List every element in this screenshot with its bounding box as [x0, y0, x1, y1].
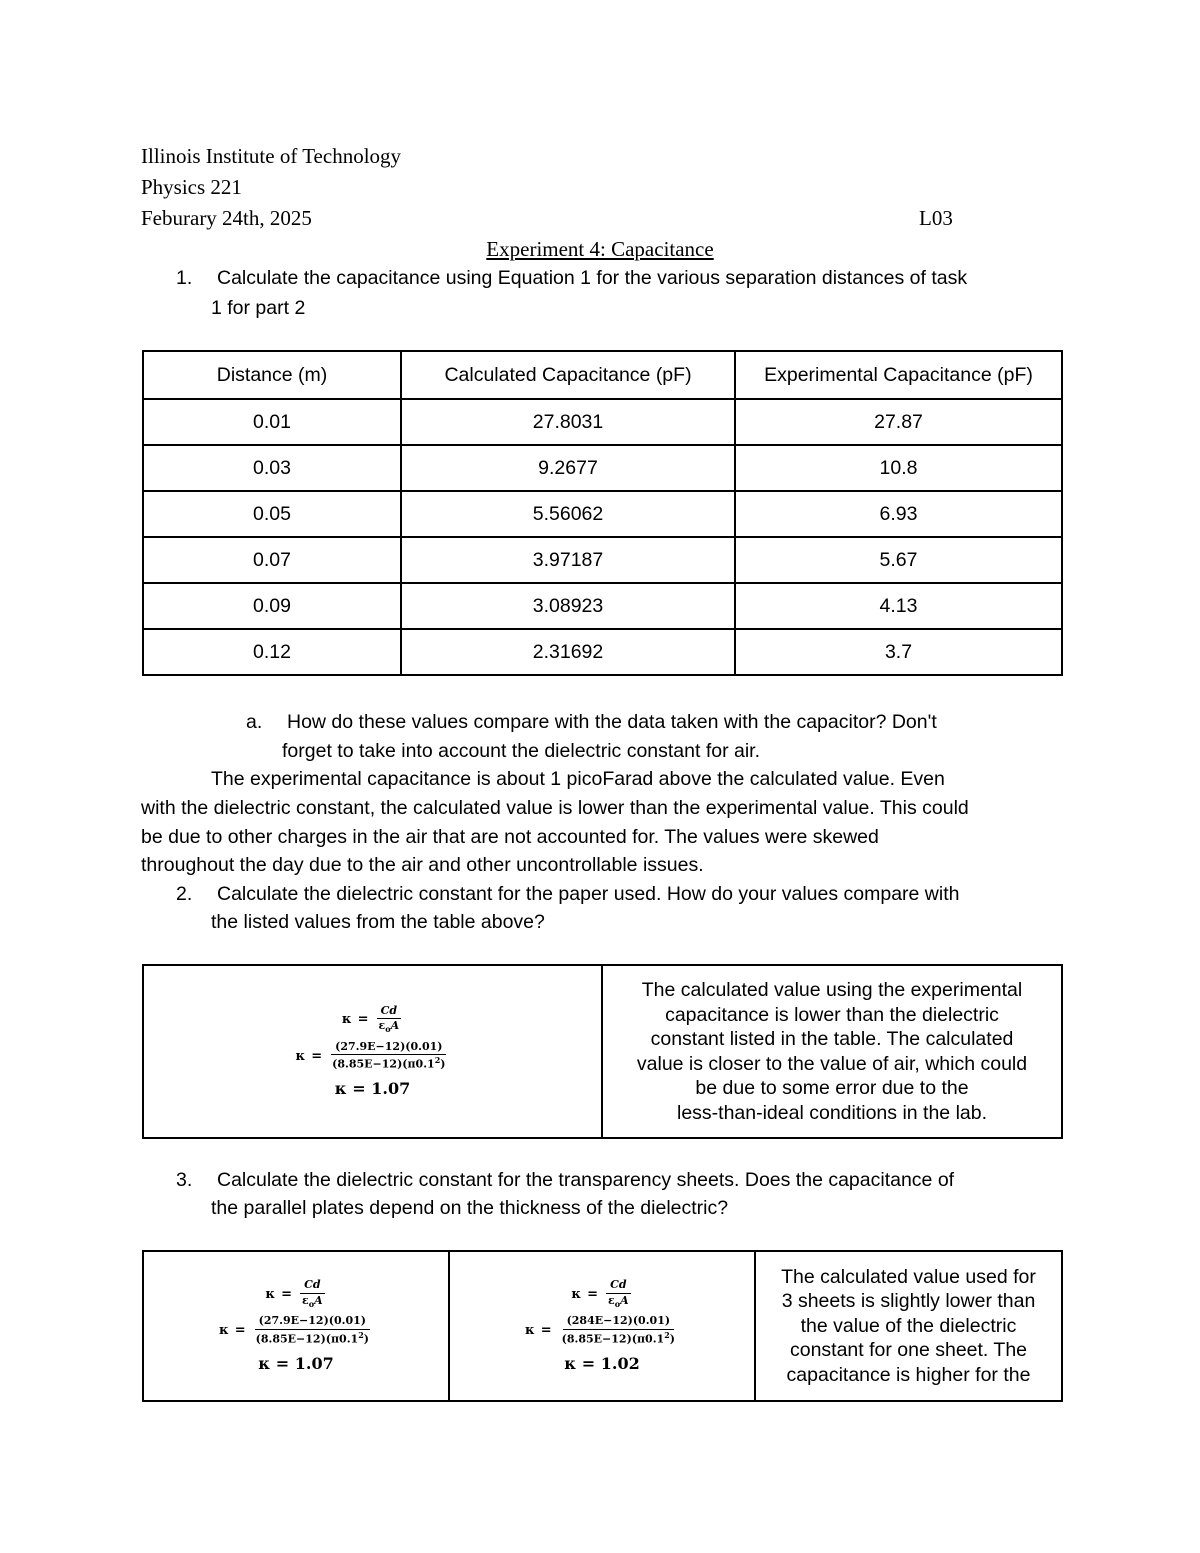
kappa-symbol: κ [295, 1048, 306, 1064]
fraction-denominator [558, 1330, 679, 1346]
cell-experimental: 4.13 [735, 583, 1062, 629]
text-line: constant for one sheet. The [789, 1339, 1028, 1362]
cell-calculated: 27.8031 [401, 399, 735, 445]
text-line: The calculated value using the experimental [641, 979, 1023, 1001]
cell-calculated: 2.31692 [401, 629, 735, 675]
cell-calculated: 3.97187 [401, 537, 735, 583]
qa-line2: forget to take into account the dielectric constant for air. [282, 740, 761, 762]
kappa-symbol: κ [341, 1012, 352, 1028]
formula-line [571, 1279, 632, 1309]
general-fraction [604, 1279, 633, 1309]
table-header-row [143, 351, 1062, 399]
cell-experimental: 3.7 [735, 629, 1062, 675]
area-symbol: A [314, 1293, 323, 1307]
course-name: Physics 221 [141, 175, 242, 199]
substitution-line [525, 1315, 679, 1346]
fraction-numerator: Cd [300, 1279, 324, 1294]
fraction-denominator [375, 1019, 404, 1034]
result-line: κ = 1.07 [258, 1353, 334, 1373]
result-line: κ = 1.02 [564, 1353, 640, 1373]
text-line: capacitance is lower than the dielectric [665, 1003, 999, 1026]
qa-line1: How do these values compare with the data taken with the capacitor? Don't [287, 711, 937, 733]
cell-calculated: 3.08923 [401, 583, 735, 629]
area-symbol: A [620, 1293, 629, 1307]
equals-sign: = [587, 1286, 599, 1302]
experiment-title: Experiment 4: Capacitance [486, 237, 714, 261]
text-line: be due to some error due to the [695, 1077, 969, 1099]
fraction-numerator: Cd [377, 1005, 401, 1020]
general-fraction [375, 1005, 404, 1035]
answer1-line3: be due to other charges in the air that are not accounted for. The values were skewed [141, 826, 879, 848]
single-sheet-equation-block [144, 1252, 448, 1400]
result-line: κ = 1.07 [334, 1079, 411, 1099]
cell-calculated: 5.56062 [401, 491, 735, 537]
cell-distance: 0.09 [143, 583, 401, 629]
text-line: value is closer to the value of air, which could [636, 1052, 1028, 1075]
cell-experimental: 5.67 [735, 537, 1062, 583]
transparency-dielectric-table [142, 1250, 1063, 1402]
q1-line2: 1 for part 2 [211, 297, 306, 319]
text-line: the value of the dielectric [800, 1314, 1017, 1337]
header-calculated: Calculated Capacitance (pF) [401, 351, 735, 399]
q1-line1: Calculate the capacitance using Equation 1 for the various separation distances of task [217, 267, 968, 289]
paper-text-cell [602, 965, 1062, 1138]
header-distance: Distance (m) [143, 351, 401, 399]
fraction-numerator: (284E−12)(0.01) [563, 1315, 674, 1330]
substitution-fraction [558, 1315, 679, 1346]
section-label: L03 [919, 206, 953, 230]
capacitance-table [142, 350, 1063, 676]
paper-explanation [603, 978, 1061, 1125]
table-row [143, 537, 1062, 583]
q3-line1: Calculate the dielectric constant for the transparency sheets. Does the capacitance of [217, 1169, 955, 1191]
cell-calculated: 9.2677 [401, 445, 735, 491]
q3-number: 3. [176, 1169, 193, 1191]
fraction-numerator: Cd [606, 1279, 630, 1294]
kappa-symbol: κ [265, 1286, 276, 1302]
substitution-fraction [328, 1041, 449, 1072]
fraction-denominator [604, 1294, 633, 1309]
exponent: 2 [434, 1055, 441, 1066]
closing-paren: ) [363, 1332, 369, 1346]
denominator-text: (8.85E−12)(π0.1 [255, 1332, 359, 1346]
equals-sign: = [281, 1286, 293, 1302]
substitution-fraction [252, 1315, 373, 1346]
substitution-line [296, 1041, 450, 1072]
equals-sign: = [540, 1323, 552, 1338]
q1-number: 1. [176, 267, 193, 289]
paper-equation-block [144, 966, 601, 1137]
cell-distance: 0.01 [143, 399, 401, 445]
table-row [143, 965, 1062, 1138]
kappa-symbol: κ [525, 1323, 535, 1338]
denominator-text: (8.85E−12)(π0.1 [332, 1057, 435, 1071]
fraction-denominator [328, 1055, 449, 1071]
text-line: 3 sheets is slightly lower than [781, 1290, 1036, 1313]
cell-experimental: 10.8 [735, 445, 1062, 491]
table-row [143, 399, 1062, 445]
answer1-line2: with the dielectric constant, the calculated value is lower than the experimental value. This could [141, 797, 969, 819]
equals-sign: = [311, 1048, 323, 1064]
cell-distance: 0.12 [143, 629, 401, 675]
epsilon-subscript: o [308, 1298, 315, 1309]
q3-line2: the parallel plates depend on the thickness of the dielectric? [211, 1197, 729, 1219]
fraction-denominator [252, 1330, 373, 1346]
text-line: constant listed in the table. The calculated [650, 1028, 1014, 1050]
q2-line2: the listed values from the table above? [211, 911, 545, 933]
table-row [143, 629, 1062, 675]
formula-line [342, 1005, 403, 1035]
formula-line [265, 1279, 326, 1309]
single-sheet-math-cell [143, 1251, 449, 1401]
table-row [143, 1251, 1062, 1401]
report-date: Feburary 24th, 2025 [141, 206, 312, 230]
answer1-line4: throughout the day due to the air and other uncontrollable issues. [141, 854, 704, 876]
transparency-explanation [756, 1265, 1061, 1388]
q2-line1: Calculate the dielectric constant for the paper used. How do your values compare with [217, 883, 960, 905]
paper-dielectric-table [142, 964, 1063, 1139]
exponent: 2 [664, 1329, 670, 1340]
text-line: The calculated value used for [781, 1265, 1036, 1288]
epsilon-symbol: ε [378, 1019, 386, 1033]
paper-math-cell [143, 965, 602, 1138]
text-line: capacitance is higher for the [786, 1363, 1031, 1386]
substitution-line [219, 1315, 373, 1346]
transparency-text-cell [755, 1251, 1062, 1401]
answer1-line1: The experimental capacitance is about 1 picoFarad above the calculated value. Even [211, 768, 945, 790]
cell-distance: 0.05 [143, 491, 401, 537]
closing-paren: ) [669, 1332, 675, 1346]
kappa-symbol: κ [571, 1286, 582, 1302]
three-sheet-math-cell [449, 1251, 755, 1401]
table-row [143, 583, 1062, 629]
table-row [143, 491, 1062, 537]
fraction-denominator [298, 1294, 327, 1309]
epsilon-subscript: o [614, 1298, 621, 1309]
cell-experimental: 27.87 [735, 399, 1062, 445]
fraction-numerator: (27.9E−12)(0.01) [331, 1041, 446, 1056]
header-experimental: Experimental Capacitance (pF) [735, 351, 1062, 399]
kappa-symbol: κ [219, 1323, 229, 1338]
denominator-text: (8.85E−12)(π0.1 [561, 1332, 665, 1346]
equals-sign: = [357, 1012, 369, 1028]
exponent: 2 [358, 1329, 364, 1340]
fraction-numerator: (27.9E−12)(0.01) [255, 1315, 370, 1330]
equals-sign: = [234, 1323, 246, 1338]
table-row [143, 445, 1062, 491]
general-fraction [298, 1279, 327, 1309]
institution-name: Illinois Institute of Technology [141, 144, 402, 168]
area-symbol: A [390, 1019, 400, 1033]
cell-experimental: 6.93 [735, 491, 1062, 537]
epsilon-subscript: o [385, 1024, 391, 1035]
text-line: less-than-ideal conditions in the lab. [676, 1101, 988, 1124]
three-sheet-equation-block [450, 1252, 754, 1400]
cell-distance: 0.03 [143, 445, 401, 491]
qa-letter: a. [246, 711, 263, 733]
q2-number: 2. [176, 883, 193, 905]
closing-paren: ) [440, 1057, 446, 1071]
cell-distance: 0.07 [143, 537, 401, 583]
epsilon-symbol: ε [608, 1293, 615, 1307]
epsilon-symbol: ε [302, 1293, 309, 1307]
